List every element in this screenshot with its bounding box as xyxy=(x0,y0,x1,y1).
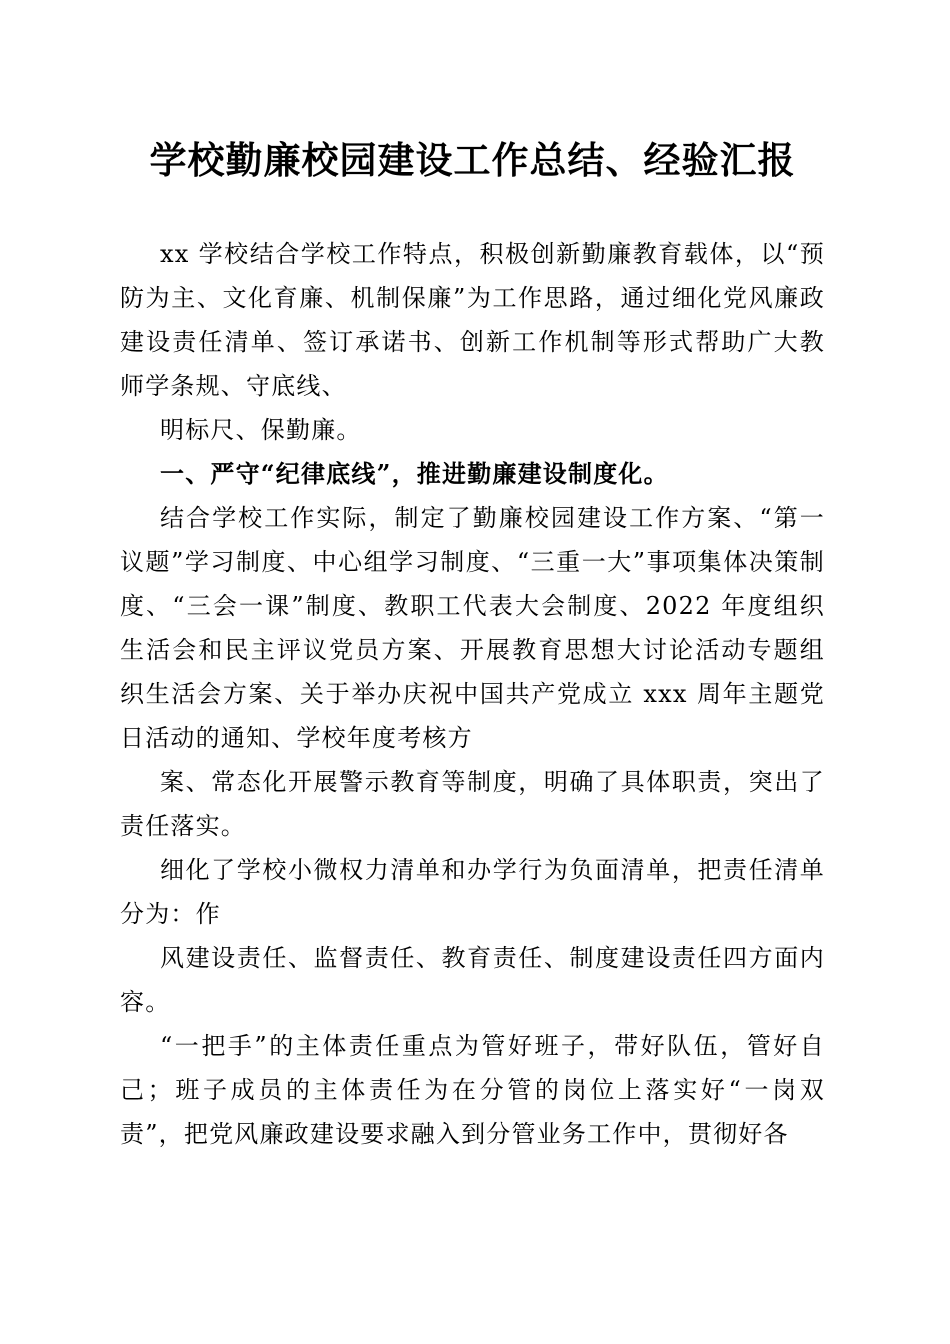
paragraph-responsibility-types: 风建设责任、监督责任、教育责任、制度建设责任四方面内容。 xyxy=(120,944,825,1016)
paragraph-intro-continued: 明标尺、保勤廉。 xyxy=(160,416,362,444)
document-body xyxy=(120,232,825,1156)
paragraph-systems-continued: 案、常态化开展警示教育等制度，明确了具体职责，突出了责任落实。 xyxy=(120,768,825,840)
paragraph-systems: 结合学校工作实际，制定了勤廉校园建设工作方案、“第一议题”学习制度、中心组学习制度、“三重一大”事项集体决策制度、“三会一课”制度、教职工代表大会制度、2022 年度组织生活会和民主评议党员方案、开展教育思想大讨论活动专题组织生活会方案、关于举办庆祝中国共产党成立 xxx 周年主题党日活动的通知、学校年度考核方 xyxy=(120,504,825,752)
section-heading-1: 一、严守“纪律底线”，推进勤廉建设制度化。 xyxy=(160,459,669,488)
paragraph-leader-duty: “一把手”的主体责任重点为管好班子，带好队伍，管好自己；班子成员的主体责任为在分管的岗位上落实好“一岗双责”，把党风廉政建设要求融入到分管业务工作中，贯彻好各 xyxy=(120,1032,825,1148)
paragraph-responsibility-list: 细化了学校小微权力清单和办学行为负面清单，把责任清单分为：作 xyxy=(120,856,825,928)
paragraph-intro: xx 学校结合学校工作特点，积极创新勤廉教育载体，以“预防为主、文化育廉、机制保廉”为工作思路，通过细化党风廉政建设责任清单、签订承诺书、创新工作机制等形式帮助广大教师学条规、守底线、 xyxy=(120,240,825,400)
document-title: 学校勤廉校园建设工作总结、经验汇报 xyxy=(149,138,796,182)
